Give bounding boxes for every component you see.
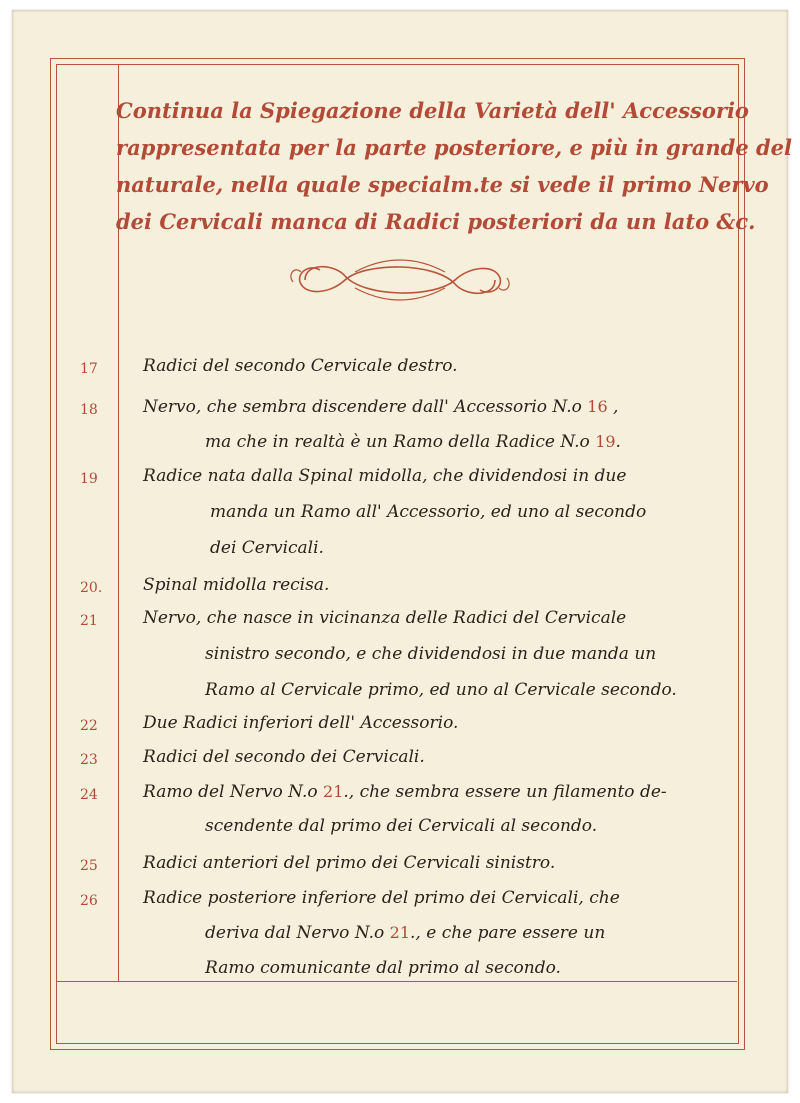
entry-text: ., che sembra essere un filamento de- [343,782,667,802]
entry-text: ., e che pare essere un [410,923,606,943]
entry-line [205,958,561,978]
entry-number: 24 [80,787,98,803]
entry-line [205,680,677,700]
title-line: naturale, nella quale specialm.te si vede il primo Nervo [116,172,769,197]
reference-number: 21 [323,782,344,801]
entry-line [143,356,458,376]
title-line: Continua la Spiegazione della Varietà dell' Accessorio [116,98,749,123]
entry-number: 21 [80,613,98,629]
reference-number: 16 [587,397,608,416]
entry-text: ma che in realtà è un Ramo della Radice N.o [205,432,596,452]
entry-text: Radici del secondo dei Cervicali. [143,747,425,767]
entry-text: Due Radici inferiori dell' Accessorio. [143,713,459,733]
entry-text: Ramo al Cervicale primo, ed uno al Cervicale secondo. [205,680,677,700]
entry-text: Radici anteriori del primo dei Cervicali sinistro. [143,853,556,873]
reference-number: 21 [389,923,411,942]
entry-line [143,466,626,486]
entry-number: 19 [80,471,98,487]
entry-line [205,432,621,452]
entry-text: scendente dal primo dei Cervicali al secondo. [205,816,598,836]
entry-number: 23 [80,752,98,768]
entry-line [205,923,605,943]
entry-number: 25 [80,858,98,874]
entry-line [143,888,620,908]
entry-line [143,782,667,802]
title-line: rappresentata per la parte posteriore, e più in grande del [116,135,793,160]
entry-line [143,397,618,417]
entry-line [143,853,555,873]
entry-text: Spinal midolla recisa. [143,575,330,595]
entry-text: Nervo, che nasce in vicinanza delle Radici del Cervicale [143,608,627,628]
entry-text: manda un Ramo all' Accessorio, ed uno al secondo [210,502,647,522]
entry-line [210,502,646,522]
entry-number: 26 [80,893,98,909]
entry-text: Radice posteriore inferiore del primo dei Cervicali, che [143,888,620,908]
entry-line [205,644,656,664]
title-line: dei Cervicali manca di Radici posteriori da un lato &c. [116,209,756,234]
reference-number: 19 [595,432,616,451]
entry-text: Radice nata dalla Spinal midolla, che dividendosi in due [143,466,627,486]
entry-number: 18 [80,402,98,418]
entry-text: Ramo del Nervo N.o [143,782,324,802]
entry-text: deriva dal Nervo N.o [205,923,390,943]
entry-line [143,713,458,733]
entry-text: dei Cervicali. [210,538,324,558]
entry-number: 20. [80,580,103,596]
entry-number: 17 [80,361,98,377]
entry-text: Nervo, che sembra discendere dall' Accessorio N.o [143,397,588,417]
entry-text: Radici del secondo Cervicale destro. [143,356,458,376]
calligraphic-flourish-icon [285,252,515,308]
entry-line [205,816,597,836]
entry-text: , [607,397,619,417]
entry-line [143,608,626,628]
entry-text: sinistro secondo, e che dividendosi in due manda un [205,644,657,664]
page-title [116,92,793,240]
entry-number: 22 [80,718,98,734]
entry-text: . [615,432,621,452]
entry-line [143,575,329,595]
entry-line [143,747,425,767]
bottom-rule [56,981,737,982]
entry-line [210,538,324,558]
entry-text: Ramo comunicante dal primo al secondo. [205,958,561,978]
